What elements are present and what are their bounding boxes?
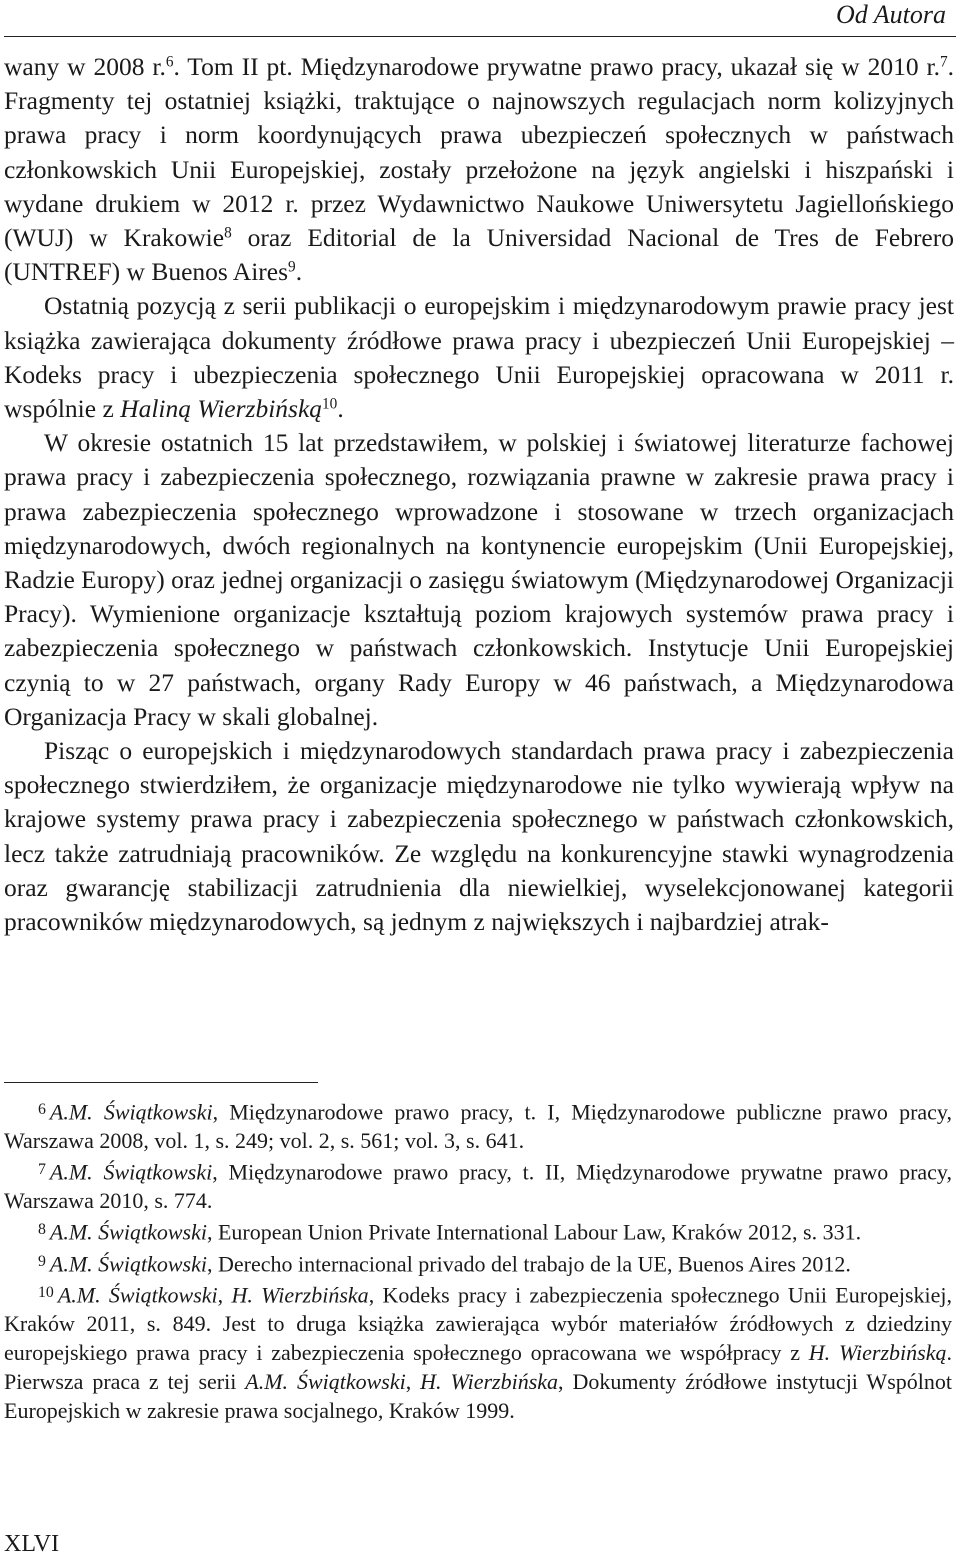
footnote-ref: 6 <box>165 53 174 71</box>
text-run: , Międzynarodowe prawo pracy, t. II, Międzynarodowe prywatne prawo pracy, Warszawa 2010, s. 774. <box>4 1159 952 1214</box>
text-run: . <box>295 257 303 287</box>
footnote-ref: 10 <box>322 395 338 413</box>
text-run: . Tom II pt. Międzynarodowe prywatne prawo pracy, ukazał się w 2010 r. <box>173 52 940 81</box>
italic-text: A.M. Świątkowski <box>49 1099 213 1125</box>
text-run: Pisząc o europejskich i międzynarodowych standardach prawa pracy i zabezpieczenia społecznego stwierdziłem, że organizacje międzynarodowe nie tylko wywierają wpływ na krajowe systemy prawa pracy i zabezpieczenia społecznego w państwach członkowskich, lecz także zatrudniają pracowników. Ze względu na konkurencyjne stawki wynagrodzenia oraz gwarancję stabilizacji zatrudnienia dla niewielkiej, wyselekcjonowanej kategorii pracowników międzynarodowych, są jednym z największych i najbardziej atrak- <box>4 736 954 937</box>
italic-text: Haliną Wierzbińską <box>120 394 323 424</box>
italic-text: A.M. Świątkowski <box>49 1251 207 1277</box>
footnote-ref: 7 <box>939 53 948 71</box>
footnote-rule <box>4 1082 318 1083</box>
footnote <box>4 1279 952 1426</box>
footnote-number: 8 <box>38 1221 46 1239</box>
italic-text: A.M. Świątkowski <box>49 1219 207 1245</box>
text-run: , Międzynarodowe prawo pracy, t. I, Międzynarodowe publiczne prawo pracy, Warszawa 2008, vol. 1, s. 249; vol. 2, s. 561; vol. 3, s. 641. <box>4 1099 952 1154</box>
italic-text: A.M. Świątkowski <box>49 1159 213 1185</box>
paragraph <box>4 734 954 939</box>
footnotes <box>4 1096 952 1425</box>
text-run: , Kodeks pracy i zabezpieczenia społecznego Unii Europejskiej, Kraków 2011, s. 849. Jest to druga książka zawierająca wybór materiałów źródłowych z dziedziny europejskiego prawa pracy i zabezpieczenia społecznego opracowana we współpracy z <box>4 1282 953 1366</box>
text-run: , European Union Private International Labour Law, Kraków 2012, s. 331. <box>206 1219 862 1245</box>
italic-text: A.M. Świątkowski <box>245 1368 406 1394</box>
text-run: Ostatnią pozycją z serii publikacji o europejskim i międzynarodowym prawie pracy jest książka zawierająca dokumenty źródłowe prawa pracy i ubezpieczeń Unii Europejskiej – Kodeks pracy i ubezpieczenia społecznego Unii Europejskiej opracowana w 2011 r. wspólnie z <box>4 291 954 424</box>
text-run: . Pierwsza praca z tej serii <box>4 1340 952 1394</box>
running-head: Od Autora <box>835 0 946 29</box>
text-run: oraz Editorial de la Universidad Nacional de Tres de Febrero (UNTREF) w Buenos Aires <box>4 223 954 287</box>
footnote-ref: 9 <box>288 258 296 276</box>
text-run: . Fragmenty tej ostatniej książki, traktujące o najnowszych regulacjach norm kolizyjnych prawa pracy i norm koordynujących prawa ubezpieczeń społecznych w państwach członkowskich Unii Europejskiej, zostały przełożone na język angielski i hiszpański i wydane drukiem w 2012 r. przez Wydawnictwo Naukowe Uniwersytetu Jagiellońskiego (WUJ) w Krakowie <box>4 52 954 253</box>
text-run: , Derecho internacional privado del trabajo de la UE, Buenos Aires 2012. <box>206 1251 851 1277</box>
footnote-number: 10 <box>38 1283 54 1301</box>
paragraph <box>4 50 954 289</box>
text-run: wany w 2008 r. <box>4 52 166 81</box>
body-text <box>4 50 954 939</box>
footnote-number: 9 <box>38 1252 46 1270</box>
text-run: W okresie ostatnich 15 lat przedstawiłem, w polskiej i światowej literaturze fachowej prawa pracy i zabezpieczenia społecznego, rozwiązania prawne w zakresie prawa pracy i prawa zabezpieczenia społecznego wprowadzone i stosowane w trzech organizacjach międzynarodowych, dwóch regionalnych na kontynencie europejskim (Unii Europejskiej, Radzie Europy) oraz jednej organizacji o zasięgu światowym (Międzynarodowej Organizacji Pracy). Wymienione organizacje kształtują poziom krajowych systemów prawa pracy i zabezpieczenia społecznego w państwach członkowskich. Instytucje Unii Europejskiej czynią to w 27 państwach, organy Rady Europy w 46 państwach, a Międzynarodowa Organizacja Pracy w skali globalnej. <box>4 428 954 731</box>
paragraph <box>4 426 954 734</box>
footnote <box>4 1248 952 1279</box>
footnote-number: 7 <box>38 1161 46 1179</box>
text-run: , <box>217 1282 232 1308</box>
italic-text: H. Wierzbińska <box>420 1368 559 1394</box>
text-run: , Dokumenty źródłowe instytucji Wspólnot Europejskich w zakresie prawa socjalnego, Kraków 1999. <box>4 1368 952 1423</box>
page-number: XLVI <box>4 1531 60 1557</box>
header-rule <box>4 36 956 37</box>
footnote-number: 6 <box>38 1101 46 1118</box>
paragraph <box>4 289 954 426</box>
footnote <box>4 1156 952 1216</box>
italic-text: H. Wierzbińska <box>231 1282 369 1308</box>
italic-text: A.M. Świątkowski <box>57 1282 218 1308</box>
text-run: , <box>405 1368 421 1394</box>
footnote <box>4 1096 952 1156</box>
footnote-ref: 8 <box>224 224 232 242</box>
text-run: . <box>337 394 344 424</box>
italic-text: H. Wierzbińską <box>808 1340 947 1366</box>
footnote <box>4 1216 952 1247</box>
